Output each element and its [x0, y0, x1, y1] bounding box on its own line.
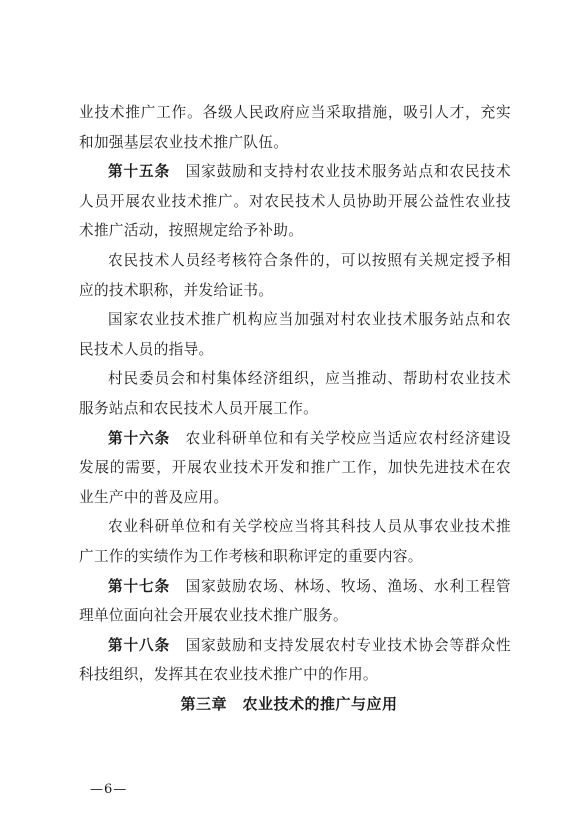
- paragraph-text: 国家农业技术推广机构应当加强对村农业技术服务站点和农民技术人员的指导。: [79, 311, 511, 358]
- paragraph-7: [79, 512, 511, 571]
- article-label: 第十八条: [108, 636, 171, 654]
- paragraph-text: 村民委员会和村集体经济组织，应当推动、帮助村农业技术服务站点和农民技术人员开展工作。: [79, 370, 511, 417]
- paragraph-text: 农民技术人员经考核符合条件的，可以按照有关规定授予相应的技术职称，并发给证书。: [79, 251, 511, 299]
- paragraph-4: [79, 305, 511, 364]
- paragraph-1: [79, 98, 511, 157]
- article-label: 第十六条: [108, 429, 171, 447]
- paragraph-text: 国家鼓励农场、林场、牧场、渔场、水利工程管理单位面向社会开展农业技术推广服务。: [79, 577, 511, 625]
- paragraph-text: 业技术推广工作。各级人民政府应当采取措施，吸引人才，充实和加强基层农业技术推广队伍。: [79, 104, 511, 151]
- paragraph-text: 农业科研单位和有关学校应当将其科技人员从事农业技术推广工作的实绩作为工作考核和职称评定的重要内容。: [79, 518, 511, 565]
- article-label: 第十五条: [108, 163, 171, 181]
- article-18: [79, 631, 511, 690]
- article-17: [79, 572, 511, 631]
- chapter-heading: 第三章 农业技术的推广与应用: [180, 695, 398, 713]
- paragraph-3: [79, 246, 511, 305]
- paragraph-text: 国家鼓励和支持发展农村专业技术协会等群众性科技组织，发挥其在农业技术推广中的作用。: [79, 636, 511, 684]
- article-16: [79, 424, 511, 513]
- paragraph-5: [79, 364, 511, 423]
- paragraph-text: 国家鼓励和支持村农业技术服务站点和农民技术人员开展农业技术推广。对农民技术人员协助开展公益性农业技术推广活动，按照规定给予补助。: [79, 163, 511, 240]
- article-label: 第十七条: [108, 577, 171, 595]
- body-text: [79, 98, 511, 690]
- article-15: [79, 157, 511, 246]
- paragraph-text: 农业科研单位和有关学校应当适应农村经济建设发展的需要，开展农业技术开发和推广工作，加快先进技术在农业生产中的普及应用。: [79, 429, 511, 506]
- page-number: —6—: [90, 782, 128, 797]
